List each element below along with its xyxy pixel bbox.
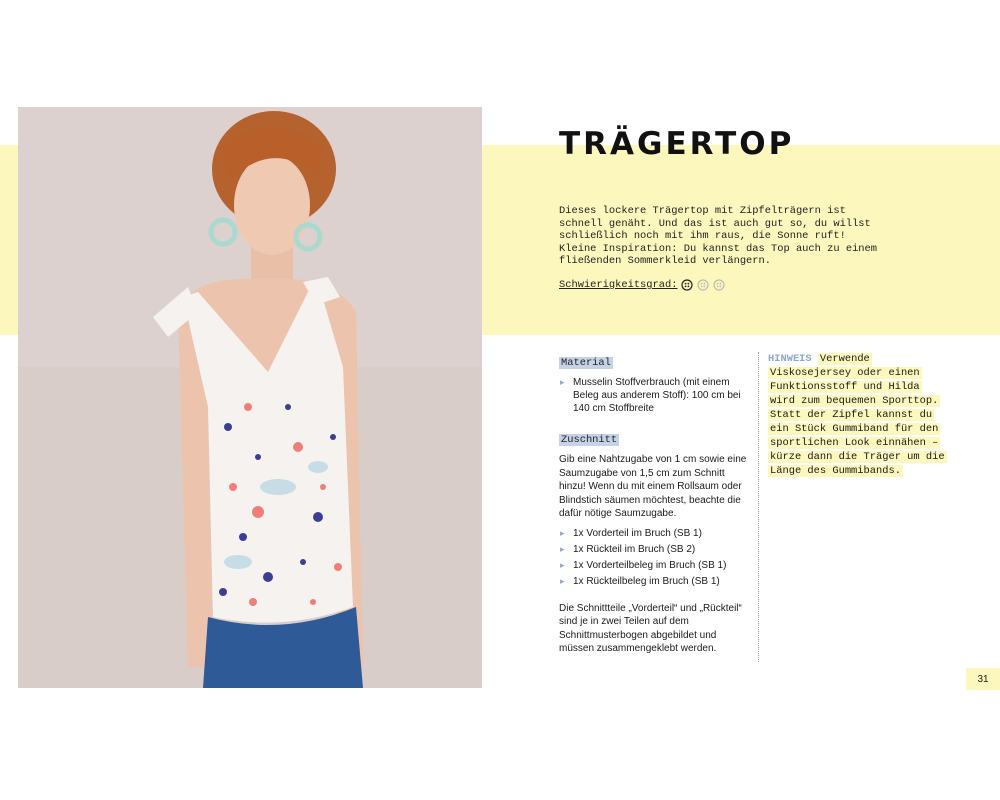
material-section <box>559 352 749 415</box>
page-title: TRÄGERTOP <box>559 126 795 162</box>
intro-text: Dieses lockere Trägertop mit Zipfelträgern ist schnell genäht. Und das ist auch gut so, du willst schließlich noch mit ihm raus, die Sonne ruft! Kleine Inspiration: Du kannst das Top auch zu einem fließenden Sommerkleid verlängern. <box>559 205 878 268</box>
column-divider <box>758 352 759 662</box>
list-item: ▸ Musselin Stoffverbrauch (mit einem Beleg aus anderem Stoff): 100 cm bei 140 cm Stoffbreite <box>559 376 749 415</box>
button-icon-faded <box>713 279 725 291</box>
hint-label: HINWEIS <box>768 353 812 365</box>
material-heading: Material <box>561 357 611 369</box>
list-item: ▸ 1x Rückteil im Bruch (SB 2) <box>559 543 749 556</box>
difficulty-label: Schwierigkeitsgrad: <box>559 279 678 291</box>
model-photo <box>18 107 482 688</box>
hint-box <box>768 352 946 478</box>
material-list <box>559 376 749 415</box>
list-item: ▸ 1x Vorderteilbeleg im Bruch (SB 1) <box>559 559 749 572</box>
zuschnitt-list <box>559 527 749 588</box>
difficulty-rating <box>559 279 725 291</box>
zuschnitt-note: Die Schnittteile „Vorderteil“ und „Rückteil“ sind je in zwei Teilen auf dem Schnittmusterbogen abgebildet und müssen zusammengeklebt werden. <box>559 602 742 654</box>
page-number: 31 <box>966 668 1000 690</box>
instructions-column <box>559 352 749 656</box>
zuschnitt-section <box>559 429 749 656</box>
button-icon <box>681 279 693 291</box>
zuschnitt-text: Gib eine Nahtzugabe von 1 cm sowie eine Saumzugabe von 1,5 cm zum Schnitt hinzu! Wenn du mit einem Rollsaum oder Blindstich säumen möchtest, beachte die dafür nötige Saumzugabe. <box>559 454 747 519</box>
zuschnitt-heading: Zuschnitt <box>561 434 618 446</box>
photo-illustration <box>18 107 482 688</box>
list-item: ▸ 1x Vorderteil im Bruch (SB 1) <box>559 527 749 540</box>
button-icon-faded <box>697 279 709 291</box>
list-item: ▸ 1x Rückteilbeleg im Bruch (SB 1) <box>559 575 749 588</box>
hint-text: Verwende Viskosejersey oder einen Funktionsstoff und Hilda wird zum bequemen Sporttop. Statt der Zipfel kannst du ein Stück Gummiband für den sportlichen Look einnähen – kürze dann die Träger um die Länge des Gummibands. <box>770 353 945 477</box>
